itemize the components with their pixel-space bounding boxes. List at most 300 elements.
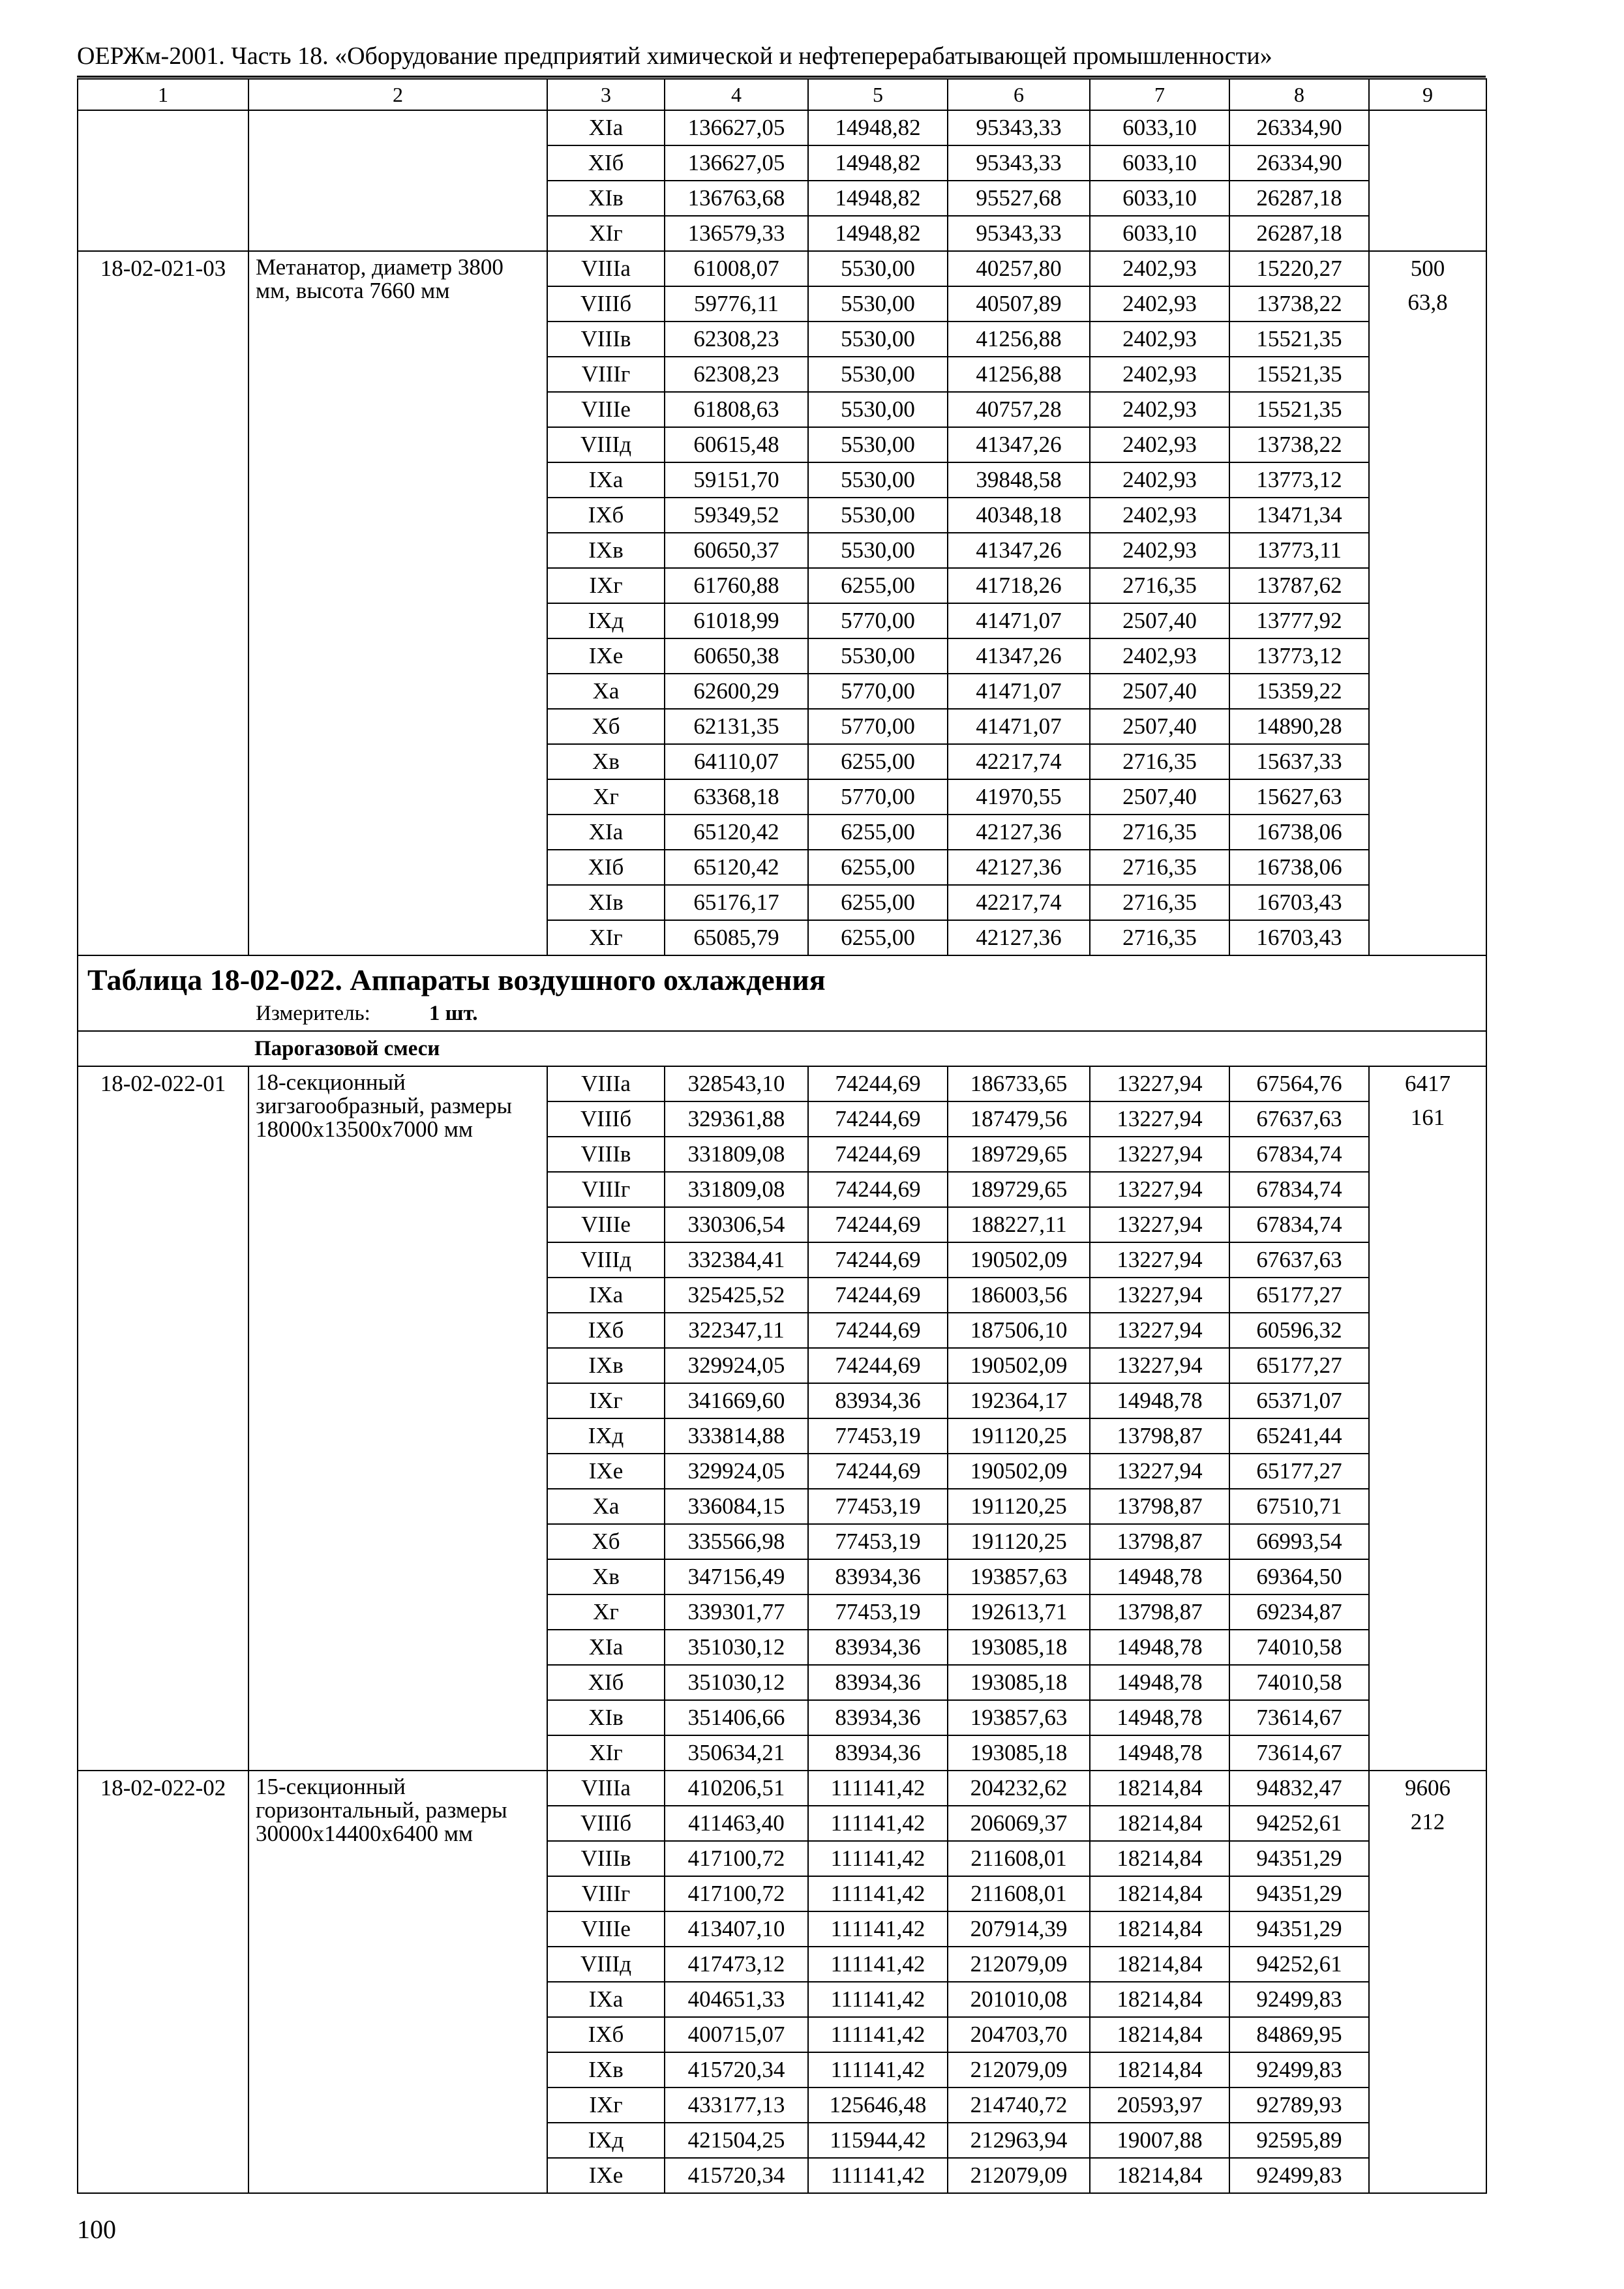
column-number: 7: [1090, 79, 1229, 110]
value-cell: 339301,77: [665, 1594, 808, 1630]
value-cell: 336084,15: [665, 1489, 808, 1524]
value-cell: 13773,12: [1229, 638, 1369, 674]
value-cell: 322347,11: [665, 1313, 808, 1348]
value-cell: 5770,00: [808, 709, 948, 744]
value-cell: 335566,98: [665, 1524, 808, 1559]
value-cell: 94351,29: [1229, 1841, 1369, 1876]
value-cell: 65371,07: [1229, 1383, 1369, 1418]
zone-cell: VIIIд: [547, 427, 665, 462]
value-cell: 331809,08: [665, 1137, 808, 1172]
zone-cell: IXг: [547, 1383, 665, 1418]
value-cell: 410206,51: [665, 1771, 808, 1806]
value-cell: 18214,84: [1090, 1806, 1229, 1841]
value-cell: 15220,27: [1229, 251, 1369, 286]
value-cell: 40348,18: [948, 498, 1090, 533]
value-cell: 328543,10: [665, 1066, 808, 1101]
zone-cell: IXа: [547, 1278, 665, 1313]
value-cell: 14948,82: [808, 216, 948, 251]
value-cell: 325425,52: [665, 1278, 808, 1313]
value-cell: 74244,69: [808, 1454, 948, 1489]
value-cell: 61008,07: [665, 251, 808, 286]
zone-cell: Xа: [547, 674, 665, 709]
section-title: Парогазовой смеси: [78, 1031, 1486, 1066]
value-cell: 331809,08: [665, 1172, 808, 1207]
value-cell: 212963,94: [948, 2123, 1090, 2158]
zone-cell: IXд: [547, 2123, 665, 2158]
value-cell: 41256,88: [948, 322, 1090, 357]
col9-cell: [1369, 1066, 1486, 1771]
value-cell: 74244,69: [808, 1313, 948, 1348]
zone-cell: XIб: [547, 850, 665, 885]
zone-cell: VIIIа: [547, 251, 665, 286]
column-number: 4: [665, 79, 808, 110]
value-cell: 13787,62: [1229, 568, 1369, 603]
section-row: [78, 1031, 1486, 1066]
table-title-row: [78, 955, 1486, 1031]
table-title: Таблица 18-02-022. Аппараты воздушного охлаждения: [87, 963, 826, 996]
value-cell: 83934,36: [808, 1630, 948, 1665]
value-cell: 351406,66: [665, 1700, 808, 1735]
value-cell: 2716,35: [1090, 850, 1229, 885]
value-cell: 65120,42: [665, 815, 808, 850]
value-cell: 95343,33: [948, 145, 1090, 181]
price-table: [77, 78, 1487, 2194]
value-cell: 59776,11: [665, 286, 808, 322]
value-cell: 5530,00: [808, 533, 948, 568]
table-row: [78, 251, 1486, 286]
value-cell: 2402,93: [1090, 392, 1229, 427]
value-cell: 2402,93: [1090, 638, 1229, 674]
value-cell: 5530,00: [808, 638, 948, 674]
value-cell: 191120,25: [948, 1418, 1090, 1454]
value-cell: 41970,55: [948, 779, 1090, 815]
value-cell: 6033,10: [1090, 181, 1229, 216]
value-cell: 65241,44: [1229, 1418, 1369, 1454]
value-cell: 13227,94: [1090, 1242, 1229, 1278]
zone-cell: VIIIб: [547, 286, 665, 322]
value-cell: 67834,74: [1229, 1172, 1369, 1207]
value-cell: 333814,88: [665, 1418, 808, 1454]
value-cell: 92789,93: [1229, 2087, 1369, 2123]
value-cell: 2402,93: [1090, 533, 1229, 568]
value-cell: 41471,07: [948, 603, 1090, 638]
zone-cell: VIIIд: [547, 1242, 665, 1278]
value-cell: 73614,67: [1229, 1700, 1369, 1735]
value-cell: 6255,00: [808, 744, 948, 779]
value-cell: 41471,07: [948, 709, 1090, 744]
value-cell: 2716,35: [1090, 815, 1229, 850]
value-cell: 69364,50: [1229, 1559, 1369, 1594]
value-cell: 74244,69: [808, 1348, 948, 1383]
value-cell: 351030,12: [665, 1665, 808, 1700]
zone-cell: VIIIг: [547, 357, 665, 392]
value-cell: 111141,42: [808, 1771, 948, 1806]
zone-cell: XIв: [547, 181, 665, 216]
value-cell: 14948,82: [808, 181, 948, 216]
value-cell: 186003,56: [948, 1278, 1090, 1313]
value-cell: 67637,63: [1229, 1242, 1369, 1278]
value-cell: 14948,82: [808, 110, 948, 145]
value-cell: 5530,00: [808, 427, 948, 462]
value-cell: 18214,84: [1090, 2158, 1229, 2193]
value-cell: 62131,35: [665, 709, 808, 744]
value-cell: 16703,43: [1229, 885, 1369, 920]
value-cell: 64110,07: [665, 744, 808, 779]
zone-cell: IXв: [547, 533, 665, 568]
value-cell: 13798,87: [1090, 1489, 1229, 1524]
value-cell: 417473,12: [665, 1947, 808, 1982]
value-cell: 111141,42: [808, 1806, 948, 1841]
value-cell: 212079,09: [948, 2158, 1090, 2193]
value-cell: 42127,36: [948, 815, 1090, 850]
value-cell: 16703,43: [1229, 920, 1369, 955]
value-cell: 404651,33: [665, 1982, 808, 2017]
value-cell: 14948,78: [1090, 1559, 1229, 1594]
value-cell: 74010,58: [1229, 1630, 1369, 1665]
value-cell: 329924,05: [665, 1348, 808, 1383]
value-cell: 13738,22: [1229, 286, 1369, 322]
name-cell: [248, 110, 547, 251]
value-cell: 59349,52: [665, 498, 808, 533]
value-cell: 60596,32: [1229, 1313, 1369, 1348]
value-cell: 341669,60: [665, 1383, 808, 1418]
zone-cell: IXг: [547, 568, 665, 603]
value-cell: 13798,87: [1090, 1594, 1229, 1630]
item-name: 18-секционный зигзагообразный, размеры 18000х13500х7000 мм: [248, 1066, 547, 1771]
value-cell: 13227,94: [1090, 1207, 1229, 1242]
value-cell: 18214,84: [1090, 1876, 1229, 1911]
value-cell: 66993,54: [1229, 1524, 1369, 1559]
zone-cell: XIб: [547, 145, 665, 181]
value-cell: 18214,84: [1090, 1771, 1229, 1806]
value-cell: 67637,63: [1229, 1101, 1369, 1137]
value-cell: 26287,18: [1229, 216, 1369, 251]
value-cell: 18214,84: [1090, 2052, 1229, 2087]
value-cell: 13773,11: [1229, 533, 1369, 568]
value-cell: 15521,35: [1229, 322, 1369, 357]
value-cell: 193857,63: [948, 1559, 1090, 1594]
value-cell: 411463,40: [665, 1806, 808, 1841]
page-number: 100: [77, 2215, 116, 2244]
value-cell: 83934,36: [808, 1383, 948, 1418]
value-cell: 74244,69: [808, 1242, 948, 1278]
col9-value: 212: [1410, 1809, 1445, 1834]
value-cell: 18214,84: [1090, 1947, 1229, 1982]
value-cell: 415720,34: [665, 2158, 808, 2193]
col9-cell: [1369, 1771, 1486, 2193]
value-cell: 111141,42: [808, 1982, 948, 2017]
value-cell: 211608,01: [948, 1841, 1090, 1876]
value-cell: 204703,70: [948, 2017, 1090, 2052]
value-cell: 433177,13: [665, 2087, 808, 2123]
value-cell: 400715,07: [665, 2017, 808, 2052]
value-cell: 67834,74: [1229, 1207, 1369, 1242]
zone-cell: IXв: [547, 2052, 665, 2087]
value-cell: 186733,65: [948, 1066, 1090, 1101]
value-cell: 74244,69: [808, 1101, 948, 1137]
value-cell: 2507,40: [1090, 709, 1229, 744]
value-cell: 16738,06: [1229, 850, 1369, 885]
column-number: 1: [78, 79, 248, 110]
value-cell: 14948,78: [1090, 1383, 1229, 1418]
value-cell: 413407,10: [665, 1911, 808, 1947]
value-cell: 190502,09: [948, 1348, 1090, 1383]
item-code: 18-02-022-01: [78, 1066, 248, 1771]
zone-cell: IXд: [547, 603, 665, 638]
zone-cell: XIа: [547, 815, 665, 850]
value-cell: 207914,39: [948, 1911, 1090, 1947]
col9-value: 161: [1410, 1105, 1445, 1130]
value-cell: 42127,36: [948, 850, 1090, 885]
value-cell: 13227,94: [1090, 1066, 1229, 1101]
zone-cell: IXб: [547, 2017, 665, 2052]
value-cell: 2507,40: [1090, 674, 1229, 709]
column-number: 2: [248, 79, 547, 110]
value-cell: 13227,94: [1090, 1313, 1229, 1348]
value-cell: 94252,61: [1229, 1806, 1369, 1841]
page-header: ОЕРЖм-2001. Часть 18. «Оборудование предприятий химической и нефтеперерабатывающей промышленности»: [77, 37, 1486, 78]
zone-cell: VIIIб: [547, 1806, 665, 1841]
value-cell: 111141,42: [808, 1841, 948, 1876]
code-cell: [78, 110, 248, 251]
value-cell: 18214,84: [1090, 2017, 1229, 2052]
column-number: 3: [547, 79, 665, 110]
zone-cell: XIг: [547, 920, 665, 955]
zone-cell: Xб: [547, 709, 665, 744]
value-cell: 111141,42: [808, 1947, 948, 1982]
col9-value: 63,8: [1407, 290, 1448, 315]
value-cell: 2402,93: [1090, 357, 1229, 392]
value-cell: 14948,82: [808, 145, 948, 181]
value-cell: 191120,25: [948, 1489, 1090, 1524]
value-cell: 84869,95: [1229, 2017, 1369, 2052]
value-cell: 13227,94: [1090, 1454, 1229, 1489]
column-number: 5: [808, 79, 948, 110]
value-cell: 6255,00: [808, 850, 948, 885]
value-cell: 15521,35: [1229, 392, 1369, 427]
value-cell: 74244,69: [808, 1207, 948, 1242]
zone-cell: XIв: [547, 1700, 665, 1735]
value-cell: 67564,76: [1229, 1066, 1369, 1101]
value-cell: 5530,00: [808, 322, 948, 357]
value-cell: 95343,33: [948, 110, 1090, 145]
value-cell: 204232,62: [948, 1771, 1090, 1806]
value-cell: 115944,42: [808, 2123, 948, 2158]
value-cell: 62600,29: [665, 674, 808, 709]
value-cell: 26334,90: [1229, 110, 1369, 145]
value-cell: 77453,19: [808, 1524, 948, 1559]
value-cell: 19007,88: [1090, 2123, 1229, 2158]
value-cell: 13227,94: [1090, 1348, 1229, 1383]
value-cell: 95527,68: [948, 181, 1090, 216]
value-cell: 189729,65: [948, 1137, 1090, 1172]
value-cell: 193085,18: [948, 1630, 1090, 1665]
value-cell: 41347,26: [948, 427, 1090, 462]
value-cell: 191120,25: [948, 1524, 1090, 1559]
value-cell: 73614,67: [1229, 1735, 1369, 1771]
column-number: 6: [948, 79, 1090, 110]
value-cell: 206069,37: [948, 1806, 1090, 1841]
value-cell: 111141,42: [808, 2052, 948, 2087]
value-cell: 41347,26: [948, 533, 1090, 568]
value-cell: 94351,29: [1229, 1876, 1369, 1911]
col9-value: 9606: [1405, 1775, 1451, 1801]
value-cell: 42217,74: [948, 744, 1090, 779]
value-cell: 13227,94: [1090, 1101, 1229, 1137]
zone-cell: VIIIе: [547, 1207, 665, 1242]
value-cell: 5530,00: [808, 357, 948, 392]
value-cell: 5770,00: [808, 603, 948, 638]
value-cell: 5530,00: [808, 498, 948, 533]
value-cell: 193085,18: [948, 1735, 1090, 1771]
col9-cell: [1369, 110, 1486, 251]
value-cell: 187506,10: [948, 1313, 1090, 1348]
value-cell: 92499,83: [1229, 1982, 1369, 2017]
value-cell: 329924,05: [665, 1454, 808, 1489]
zone-cell: IXе: [547, 2158, 665, 2193]
zone-cell: VIIIв: [547, 1841, 665, 1876]
measure-label: Измеритель:: [256, 1002, 370, 1025]
value-cell: 6033,10: [1090, 145, 1229, 181]
value-cell: 40507,89: [948, 286, 1090, 322]
zone-cell: VIIIд: [547, 1947, 665, 1982]
value-cell: 40257,80: [948, 251, 1090, 286]
value-cell: 13798,87: [1090, 1524, 1229, 1559]
value-cell: 14890,28: [1229, 709, 1369, 744]
value-cell: 92499,83: [1229, 2052, 1369, 2087]
value-cell: 14948,78: [1090, 1735, 1229, 1771]
value-cell: 65120,42: [665, 850, 808, 885]
zone-cell: IXе: [547, 638, 665, 674]
value-cell: 13471,34: [1229, 498, 1369, 533]
value-cell: 2716,35: [1090, 885, 1229, 920]
value-cell: 13738,22: [1229, 427, 1369, 462]
value-cell: 329361,88: [665, 1101, 808, 1137]
column-number: 9: [1369, 79, 1486, 110]
value-cell: 16738,06: [1229, 815, 1369, 850]
value-cell: 2507,40: [1090, 603, 1229, 638]
value-cell: 13777,92: [1229, 603, 1369, 638]
table-row: [78, 110, 1486, 145]
value-cell: 94252,61: [1229, 1947, 1369, 1982]
measure-line: [87, 999, 1477, 1028]
zone-cell: VIIIе: [547, 392, 665, 427]
value-cell: 18214,84: [1090, 1841, 1229, 1876]
value-cell: 201010,08: [948, 1982, 1090, 2017]
value-cell: 63368,18: [665, 779, 808, 815]
value-cell: 62308,23: [665, 357, 808, 392]
table-row: [78, 1771, 1486, 1806]
value-cell: 77453,19: [808, 1489, 948, 1524]
value-cell: 5530,00: [808, 251, 948, 286]
value-cell: 6033,10: [1090, 216, 1229, 251]
value-cell: 14948,78: [1090, 1630, 1229, 1665]
value-cell: 41471,07: [948, 674, 1090, 709]
value-cell: 6255,00: [808, 885, 948, 920]
value-cell: 42217,74: [948, 885, 1090, 920]
value-cell: 5770,00: [808, 779, 948, 815]
col9-cell: [1369, 251, 1486, 955]
zone-cell: Xв: [547, 744, 665, 779]
value-cell: 83934,36: [808, 1559, 948, 1594]
value-cell: 417100,72: [665, 1876, 808, 1911]
value-cell: 347156,49: [665, 1559, 808, 1594]
value-cell: 39848,58: [948, 462, 1090, 498]
value-cell: 15359,22: [1229, 674, 1369, 709]
value-cell: 26334,90: [1229, 145, 1369, 181]
zone-cell: VIIIв: [547, 1137, 665, 1172]
value-cell: 189729,65: [948, 1172, 1090, 1207]
value-cell: 13227,94: [1090, 1137, 1229, 1172]
zone-cell: Xб: [547, 1524, 665, 1559]
value-cell: 192364,17: [948, 1383, 1090, 1418]
zone-cell: XIв: [547, 885, 665, 920]
value-cell: 192613,71: [948, 1594, 1090, 1630]
value-cell: 5530,00: [808, 286, 948, 322]
zone-cell: VIIIа: [547, 1066, 665, 1101]
zone-cell: Xв: [547, 1559, 665, 1594]
value-cell: 13227,94: [1090, 1278, 1229, 1313]
value-cell: 41256,88: [948, 357, 1090, 392]
value-cell: 2402,93: [1090, 498, 1229, 533]
value-cell: 13798,87: [1090, 1418, 1229, 1454]
value-cell: 67834,74: [1229, 1137, 1369, 1172]
value-cell: 2402,93: [1090, 427, 1229, 462]
value-cell: 26287,18: [1229, 181, 1369, 216]
value-cell: 2402,93: [1090, 322, 1229, 357]
value-cell: 95343,33: [948, 216, 1090, 251]
zone-cell: IXе: [547, 1454, 665, 1489]
value-cell: 14948,78: [1090, 1665, 1229, 1700]
value-cell: 6255,00: [808, 815, 948, 850]
column-number-row: [78, 79, 1486, 110]
value-cell: 18214,84: [1090, 1911, 1229, 1947]
table-title-cell: [78, 955, 1486, 1031]
value-cell: 13227,94: [1090, 1172, 1229, 1207]
value-cell: 62308,23: [665, 322, 808, 357]
value-cell: 193085,18: [948, 1665, 1090, 1700]
value-cell: 15637,33: [1229, 744, 1369, 779]
value-cell: 187479,56: [948, 1101, 1090, 1137]
value-cell: 350634,21: [665, 1735, 808, 1771]
value-cell: 94351,29: [1229, 1911, 1369, 1947]
value-cell: 2716,35: [1090, 568, 1229, 603]
value-cell: 211608,01: [948, 1876, 1090, 1911]
zone-cell: VIIIв: [547, 322, 665, 357]
value-cell: 2716,35: [1090, 744, 1229, 779]
value-cell: 60650,37: [665, 533, 808, 568]
zone-cell: VIIIа: [547, 1771, 665, 1806]
value-cell: 67510,71: [1229, 1489, 1369, 1524]
zone-cell: IXб: [547, 498, 665, 533]
value-cell: 332384,41: [665, 1242, 808, 1278]
item-name: Метанатор, диаметр 3800 мм, высота 7660 мм: [248, 251, 547, 955]
value-cell: 74244,69: [808, 1066, 948, 1101]
value-cell: 136627,05: [665, 110, 808, 145]
value-cell: 417100,72: [665, 1841, 808, 1876]
zone-cell: IXв: [547, 1348, 665, 1383]
item-code: 18-02-022-02: [78, 1771, 248, 2193]
value-cell: 61808,63: [665, 392, 808, 427]
value-cell: 92499,83: [1229, 2158, 1369, 2193]
value-cell: 330306,54: [665, 1207, 808, 1242]
value-cell: 74244,69: [808, 1172, 948, 1207]
value-cell: 15521,35: [1229, 357, 1369, 392]
value-cell: 41347,26: [948, 638, 1090, 674]
zone-cell: VIIIг: [547, 1876, 665, 1911]
value-cell: 5530,00: [808, 462, 948, 498]
value-cell: 193857,63: [948, 1700, 1090, 1735]
